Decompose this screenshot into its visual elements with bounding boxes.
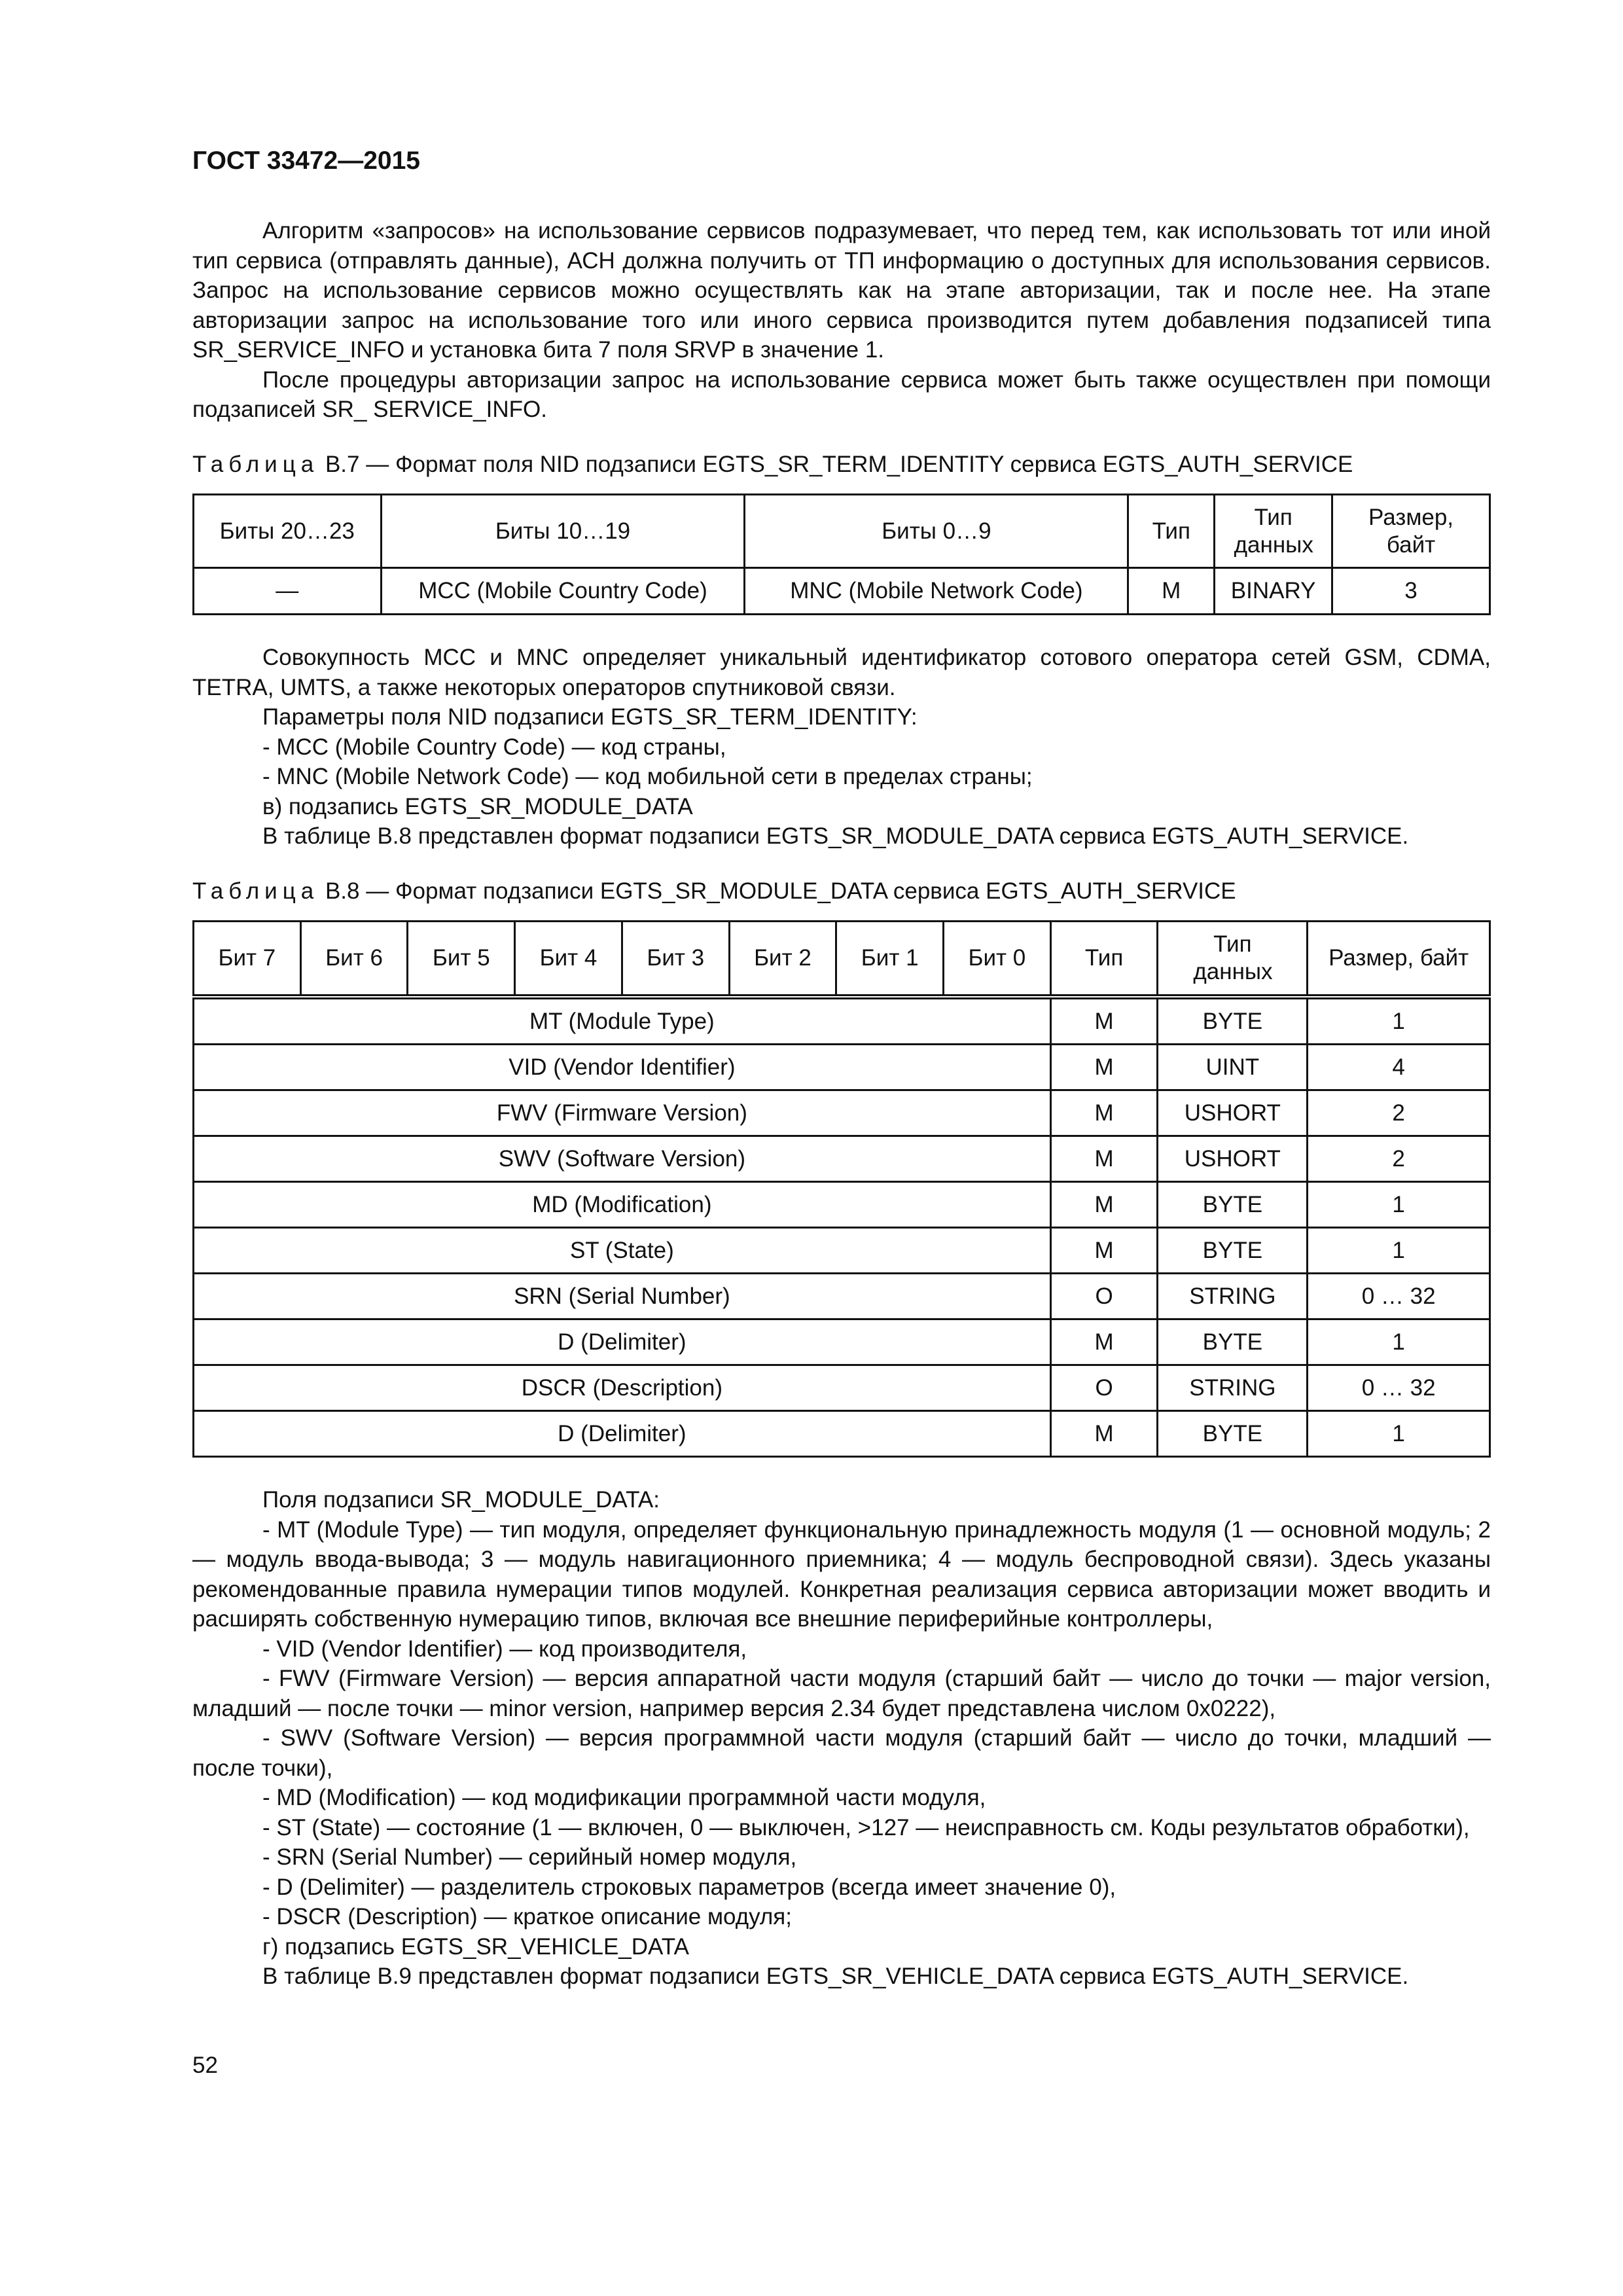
table-header-cell: Бит 4 [515, 922, 622, 997]
table-caption-word: Таблица [192, 451, 319, 477]
type-cell: M [1050, 1411, 1158, 1457]
subrecord-heading: в) подзапись EGTS_SR_MODULE_DATA [262, 793, 693, 819]
table-header-cell: Бит 5 [408, 922, 515, 997]
datatype-cell: BYTE [1158, 1182, 1308, 1228]
field-md: - MD (Modification) — код модификации программной части модуля, [262, 1785, 986, 1810]
size-cell: 1 [1308, 997, 1490, 1045]
datatype-cell: STRING [1158, 1365, 1308, 1411]
size-cell: 1 [1308, 1182, 1490, 1228]
table-b7 [192, 493, 1491, 615]
table-cell: M [1128, 568, 1215, 615]
size-cell: 0 … 32 [1308, 1365, 1490, 1411]
table-b8-intro: В таблице В.8 представлен формат подзаписи EGTS_SR_MODULE_DATA сервиса EGTS_AUTH_SERVICE. [262, 823, 1409, 849]
table-header-cell: Бит 1 [836, 922, 944, 997]
fields-heading: Поля подзаписи SR_MODULE_DATA: [262, 1487, 660, 1513]
datatype-cell: UINT [1158, 1045, 1308, 1090]
datatype-cell: BYTE [1158, 1319, 1308, 1365]
header-text: Тип данных [1234, 504, 1313, 558]
table-cell: MCC (Mobile Country Code) [381, 568, 745, 615]
page-number: 52 [192, 2053, 218, 2078]
datatype-cell: BYTE [1158, 1228, 1308, 1274]
table-header-cell [1332, 495, 1490, 568]
datatype-cell: STRING [1158, 1274, 1308, 1319]
field-d: - D (Delimiter) — разделитель строковых параметров (всегда имеет значение 0), [262, 1874, 1116, 1900]
table-header-cell: Биты 0…9 [745, 495, 1128, 568]
field-name-cell: SWV (Software Version) [194, 1136, 1051, 1182]
size-cell: 1 [1308, 1411, 1490, 1457]
datatype-cell: BYTE [1158, 997, 1308, 1045]
table-header-cell: Размер, байт [1308, 922, 1490, 997]
size-cell: 4 [1308, 1045, 1490, 1090]
table-header-row [194, 922, 1490, 997]
table-header-cell: Бит 6 [300, 922, 408, 997]
type-cell: M [1050, 997, 1158, 1045]
table-cell: MNC (Mobile Network Code) [745, 568, 1128, 615]
table-row [194, 568, 1490, 615]
table-row [194, 1411, 1490, 1457]
field-name-cell: MT (Module Type) [194, 997, 1051, 1045]
table-header-cell: Биты 10…19 [381, 495, 745, 568]
header-text: Тип данных [1193, 931, 1273, 984]
table-caption-word: Таблица [192, 878, 319, 904]
field-name-cell: ST (State) [194, 1228, 1051, 1274]
table-row [194, 1319, 1490, 1365]
table-cell: 3 [1332, 568, 1490, 615]
table-row [194, 1090, 1490, 1136]
table-header-cell: Бит 3 [622, 922, 729, 997]
size-cell: 0 … 32 [1308, 1274, 1490, 1319]
table-header-cell: Бит 7 [194, 922, 301, 997]
size-cell: 2 [1308, 1090, 1490, 1136]
type-cell: M [1050, 1136, 1158, 1182]
field-name-cell: D (Delimiter) [194, 1319, 1051, 1365]
field-vid: - VID (Vendor Identifier) — код производителя, [262, 1636, 747, 1662]
table-header-cell [1215, 495, 1332, 568]
table-caption-text: В.7 — Формат поля NID подзаписи EGTS_SR_TERM_IDENTITY сервиса EGTS_AUTH_SERVICE [319, 451, 1353, 477]
field-mt: - MT (Module Type) — тип модуля, определяет функциональную принадлежность модуля (1 — основной модуль; 2 — модуль ввода-вывода; 3 — модуль навигационного приемника; 4 — модуль беспроводной связи). Здесь указаны рекомендованные правила нумерации типов модулей. Конкретная реализация сервиса авторизации может вводить и расширять собственную нумерацию типов, включая все внешние периферийные контроллеры, [192, 1516, 1491, 1632]
table-b9-intro: В таблице В.9 представлен формат подзаписи EGTS_SR_VEHICLE_DATA сервиса EGTS_AUTH_SERVICE. [262, 1964, 1409, 1989]
table-header-cell [1158, 922, 1308, 997]
table-row [194, 1274, 1490, 1319]
field-name-cell: VID (Vendor Identifier) [194, 1045, 1051, 1090]
table-header-cell: Бит 0 [944, 922, 1051, 997]
table-row [194, 1136, 1490, 1182]
size-cell: 1 [1308, 1228, 1490, 1274]
mcc-line: - MCC (Mobile Country Code) — код страны, [262, 734, 726, 760]
intro-paragraph-1: Алгоритм «запросов» на использование сервисов подразумевает, что перед тем, как использовать тот или иной тип сервиса (отправлять данные), АСН должна получить от ТП информацию о доступных для использования сервисов. Запрос на использование сервисов можно осуществлять как на этапе авторизации, так и после нее. На этапе авторизации запрос на использование того или иного сервиса производится путем добавления подзаписей типа SR_SERVICE_INFO и установка бита 7 поля SRVP в значение 1. [192, 218, 1491, 363]
field-srn: - SRN (Serial Number) — серийный номер модуля, [262, 1844, 797, 1870]
mnc-line: - MNC (Mobile Network Code) — код мобильной сети в пределах страны; [262, 764, 1033, 789]
field-name-cell: FWV (Firmware Version) [194, 1090, 1051, 1136]
nid-params-line: Параметры поля NID подзаписи EGTS_SR_TERM_IDENTITY: [262, 704, 918, 730]
field-swv: - SWV (Software Version) — версия программной части модуля (старший байт — число до точки, младший — после точки), [192, 1725, 1491, 1781]
type-cell: O [1050, 1365, 1158, 1411]
subrecord-heading: г) подзапись EGTS_SR_VEHICLE_DATA [262, 1933, 689, 1960]
type-cell: M [1050, 1228, 1158, 1274]
size-cell: 1 [1308, 1319, 1490, 1365]
table-row [194, 1365, 1490, 1411]
size-cell: 2 [1308, 1136, 1490, 1182]
table-cell: BINARY [1215, 568, 1332, 615]
type-cell: O [1050, 1274, 1158, 1319]
field-fwv: - FWV (Firmware Version) — версия аппаратной части модуля (старший байт — число до точки — major version, младший — после точки — minor version, например версия 2.34 будет представлена числом 0x0222), [192, 1666, 1491, 1721]
table-header-cell: Бит 2 [729, 922, 836, 997]
type-cell: M [1050, 1182, 1158, 1228]
table-row [194, 1182, 1490, 1228]
table-header-cell: Биты 20…23 [194, 495, 382, 568]
type-cell: M [1050, 1090, 1158, 1136]
table-b7-caption [192, 450, 1491, 480]
field-st: - ST (State) — состояние (1 — включен, 0 — выключен, >127 — неисправность см. Коды результатов обработки), [262, 1814, 1470, 1840]
datatype-cell: BYTE [1158, 1411, 1308, 1457]
mcc-mnc-paragraph: Совокупность MCC и MNC определяет уникальный идентификатор сотового оператора сетей GSM, CDMA, TETRA, UMTS, а также некоторых операторов спутниковой связи. [192, 645, 1491, 700]
field-name-cell: MD (Modification) [194, 1182, 1051, 1228]
datatype-cell: USHORT [1158, 1136, 1308, 1182]
table-header-cell: Тип [1050, 922, 1158, 997]
field-name-cell: DSCR (Description) [194, 1365, 1051, 1411]
table-b8-caption [192, 876, 1491, 906]
field-name-cell: SRN (Serial Number) [194, 1274, 1051, 1319]
table-cell: — [194, 568, 382, 615]
table-caption-text: В.8 — Формат подзаписи EGTS_SR_MODULE_DATA сервиса EGTS_AUTH_SERVICE [319, 878, 1236, 904]
type-cell: M [1050, 1319, 1158, 1365]
table-row [194, 1045, 1490, 1090]
type-cell: M [1050, 1045, 1158, 1090]
header-text: Размер, байт [1368, 504, 1454, 558]
table-header-row [194, 495, 1490, 568]
table-b8 [192, 920, 1491, 1458]
field-dscr: - DSCR (Description) — краткое описание модуля; [262, 1904, 792, 1929]
document-code: ГОСТ 33472—2015 [192, 147, 420, 175]
datatype-cell: USHORT [1158, 1090, 1308, 1136]
intro-paragraph-2: После процедуры авторизации запрос на использование сервиса может быть также осуществлен при помощи подзаписей SR_ SERVICE_INFO. [192, 367, 1491, 422]
table-header-cell: Тип [1128, 495, 1215, 568]
field-name-cell: D (Delimiter) [194, 1411, 1051, 1457]
table-row [194, 997, 1490, 1045]
table-row [194, 1228, 1490, 1274]
